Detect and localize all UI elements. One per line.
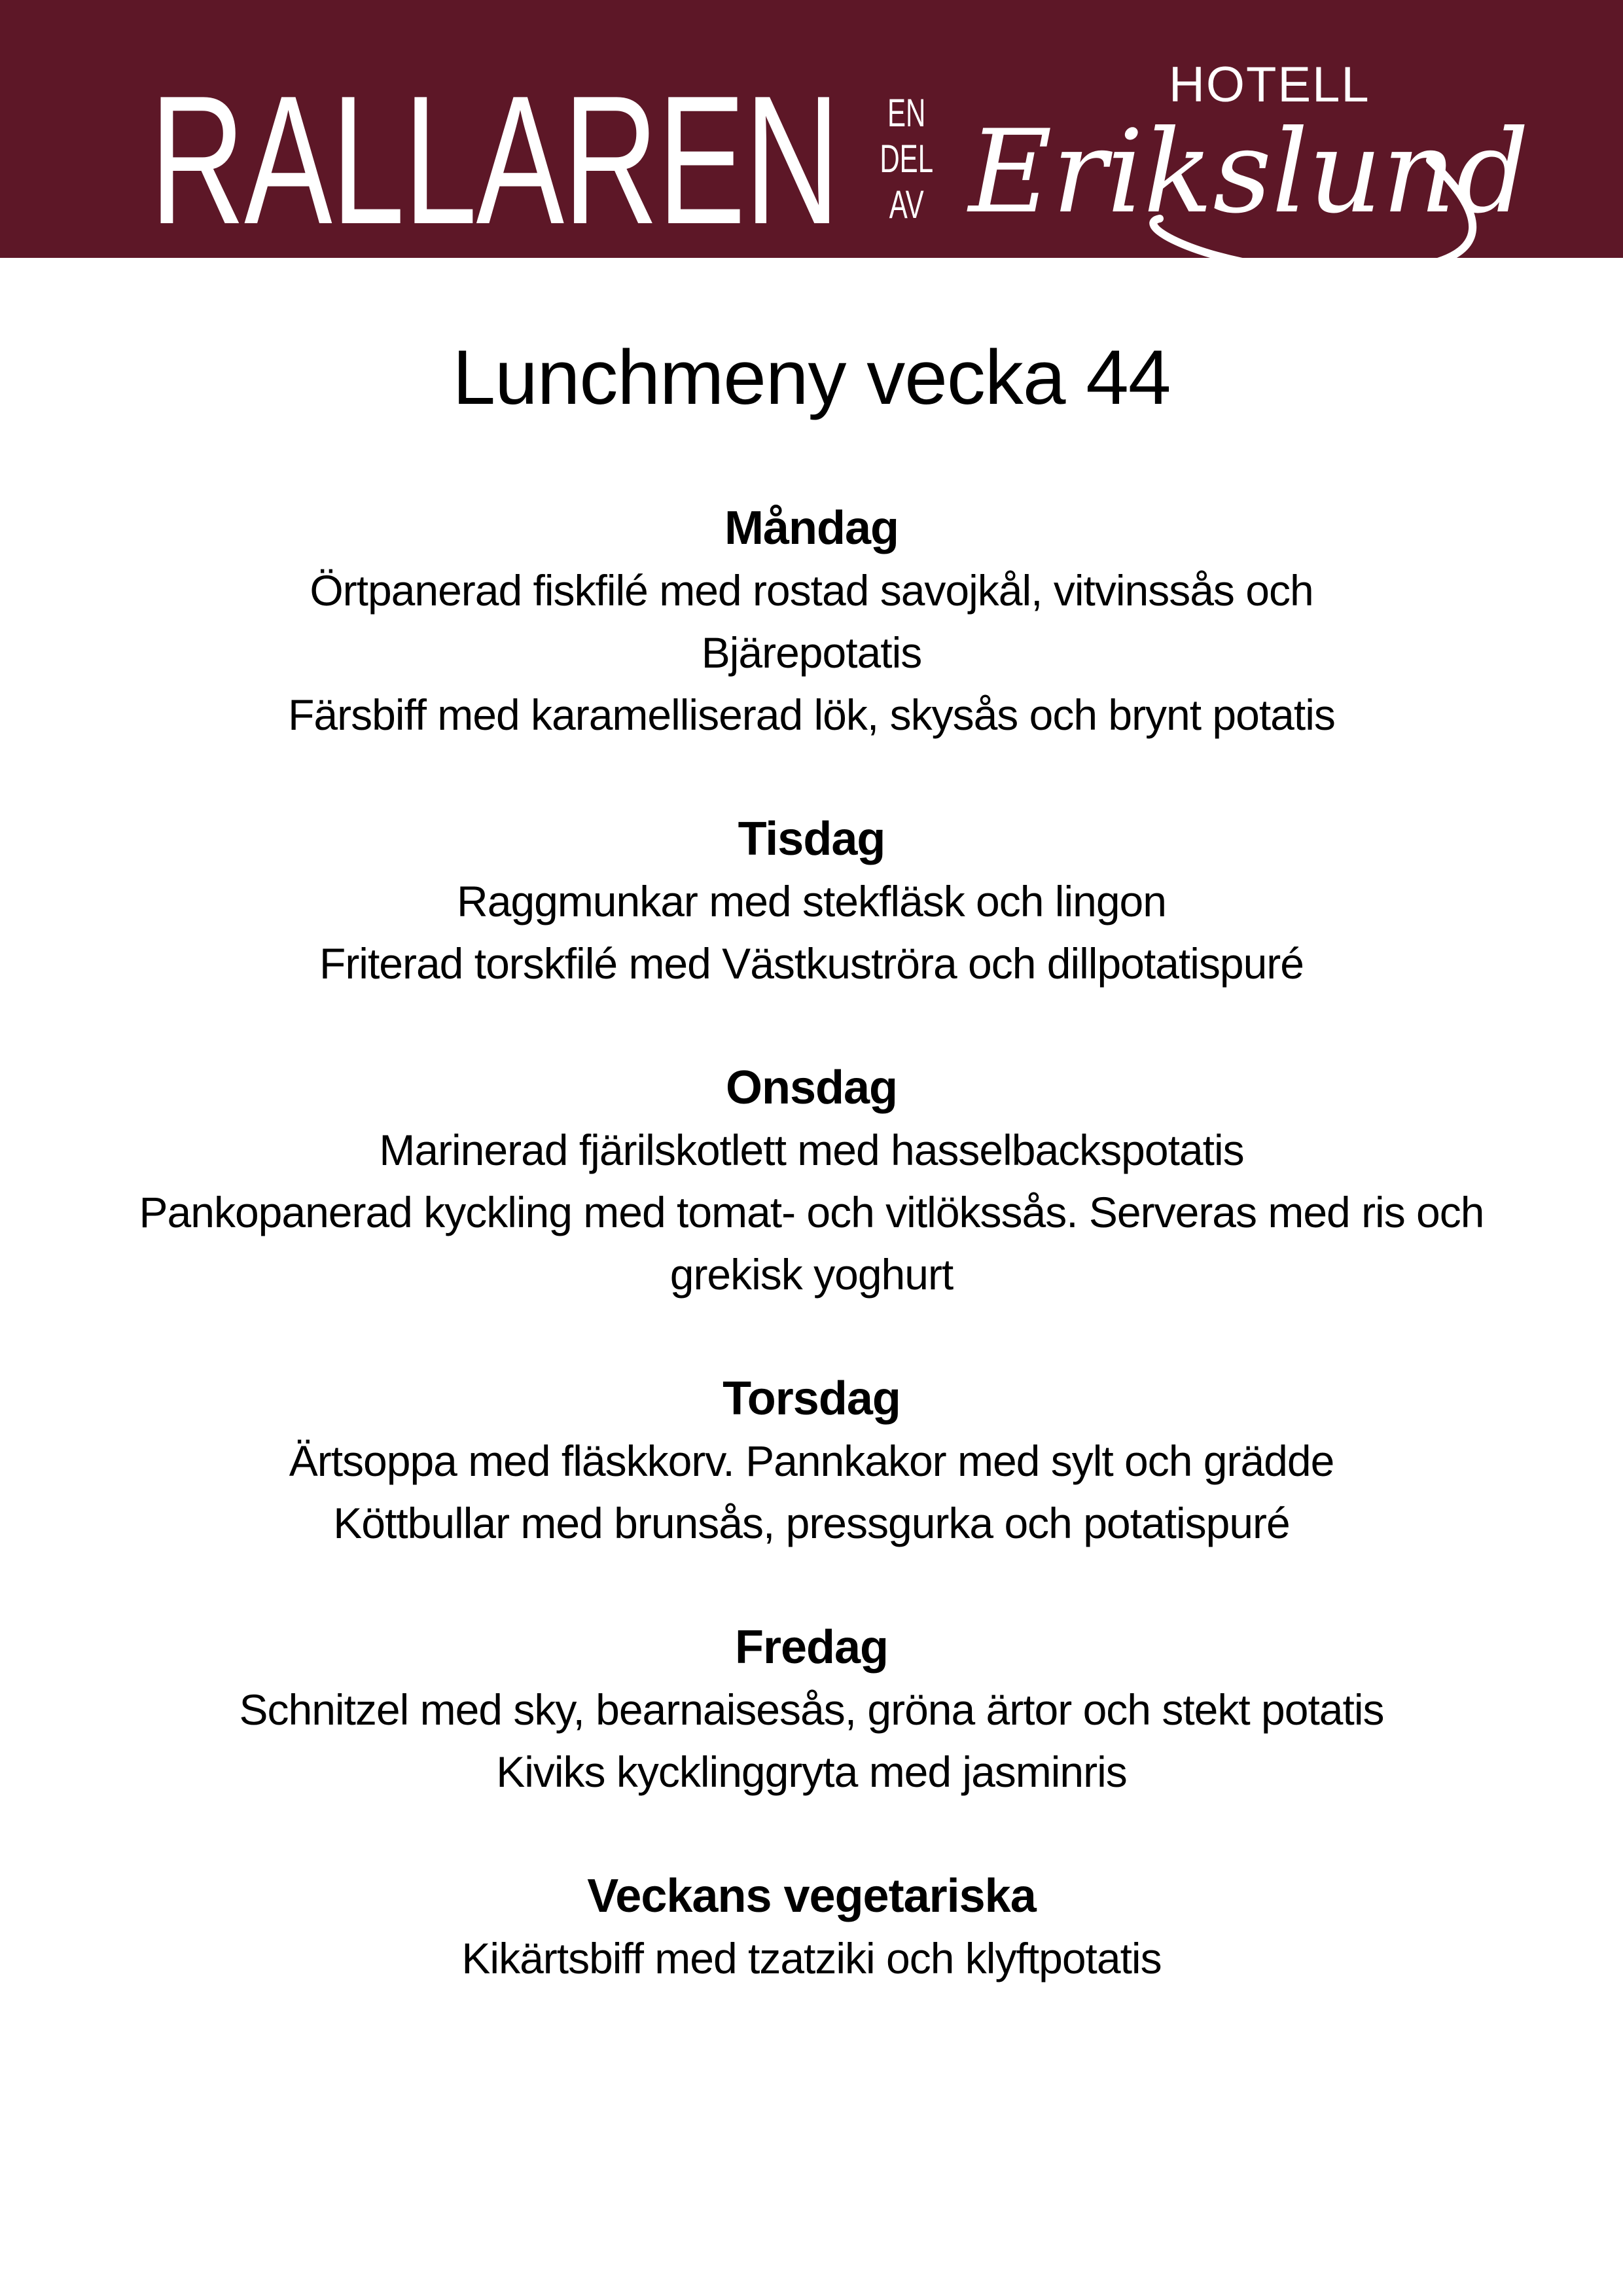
menu-item-line: Kikärtsbiff med tzatziki och klyftpotatis (461, 1934, 1162, 1982)
menu-section-thursday (13, 1368, 1610, 1554)
menu-section-wednesday (13, 1057, 1610, 1306)
menu-item-line: grekisk yoghurt (669, 1250, 954, 1299)
menu-item-line: Friterad torskfilé med Västkuströra och dillpotatispuré (319, 939, 1304, 988)
brand-tagline (863, 90, 950, 228)
menu-item-line: Köttbullar med brunsås, pressgurka och potatispuré (333, 1499, 1290, 1547)
lunch-menu (0, 334, 1623, 1990)
hotel-name-script-logo: Erikslund (969, 106, 1529, 239)
menu-item-line: Pankopanerad kyckling med tomat- och vitlökssås. Serveras med ris och (139, 1188, 1484, 1236)
day-heading: Tisdag (738, 813, 885, 865)
hotel-label: HOTELL (1169, 57, 1370, 113)
day-heading: Onsdag (725, 1062, 898, 1114)
menu-item-line: Marinerad fjärilskotlett med hasselbackspotatis (379, 1126, 1244, 1174)
menu-section-monday (13, 497, 1610, 746)
day-heading: Veckans vegetariska (587, 1870, 1036, 1922)
menu-section-tuesday (13, 808, 1610, 995)
menu-section-friday (13, 1617, 1610, 1803)
menu-item-line: Färsbiff med karamelliserad lök, skysås och brynt potatis (288, 691, 1335, 739)
menu-section-vegetarian (13, 1865, 1610, 1990)
brand-tagline-line: DEL (880, 137, 934, 181)
day-heading: Torsdag (722, 1372, 901, 1425)
day-heading: Måndag (724, 502, 899, 554)
menu-item-line: Kiviks kycklinggryta med jasminris (496, 1748, 1127, 1796)
menu-item-line: Bjärepotatis (701, 628, 922, 677)
day-heading: Fredag (734, 1621, 889, 1674)
menu-item-line: Schnitzel med sky, bearnaisesås, gröna ärtor och stekt potatis (239, 1685, 1384, 1734)
menu-item-line: Raggmunkar med stekfläsk och lingon (457, 877, 1166, 925)
page-title: Lunchmeny vecka 44 (452, 334, 1171, 421)
brand-wordmark: RALLAREN (150, 58, 839, 262)
menu-item-line: Örtpanerad fiskfilé med rostad savojkål, vitvinssås och (310, 566, 1313, 615)
brand-tagline-line: AV (889, 183, 924, 226)
menu-item-line: Ärtsoppa med fläskkorv. Pannkakor med sylt och grädde (289, 1437, 1334, 1485)
header-banner (0, 0, 1623, 262)
brand-tagline-line: EN (887, 91, 926, 135)
